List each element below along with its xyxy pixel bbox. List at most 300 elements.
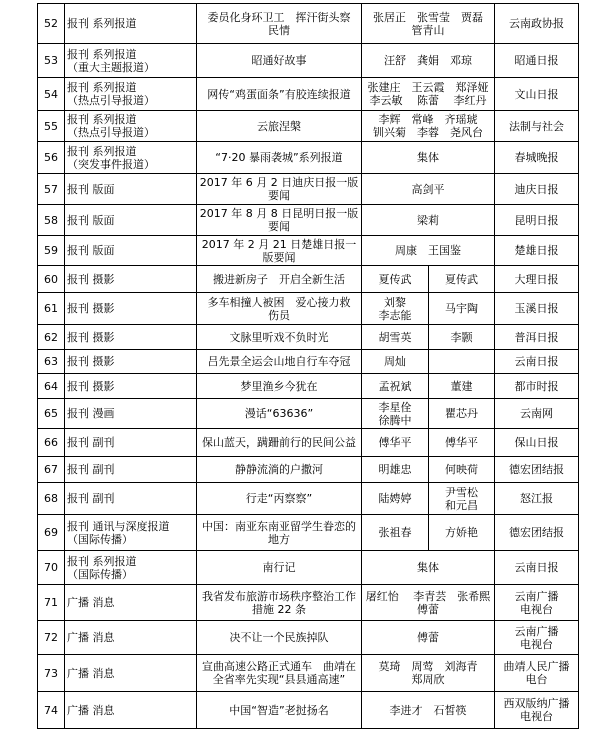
- category-line: 广播 消息: [67, 596, 115, 609]
- category-cell: [65, 429, 197, 457]
- category-cell: [65, 551, 197, 585]
- unit-cell: [495, 429, 579, 457]
- category-line: （突发事件报道）: [67, 157, 155, 171]
- author-line: 莫琦 周莺 刘海青: [378, 660, 478, 673]
- row-number: 60: [44, 272, 58, 286]
- category-cell: [65, 174, 197, 205]
- title-line: 我省发布旅游市场秩序整治工作: [202, 589, 356, 603]
- title-line: 2017 年 8 月 8 日昆明日报一版: [199, 207, 359, 220]
- author-line: 董建: [450, 379, 473, 393]
- category-cell: [65, 399, 197, 429]
- row-number: 61: [44, 302, 58, 315]
- unit-line: 云南政协报: [509, 17, 564, 30]
- row-number: 53: [44, 54, 58, 67]
- author-line: 孟祝斌: [378, 379, 412, 393]
- author-line: 张建庄 王云霞 郑泽娅: [367, 81, 489, 94]
- table-row: [38, 621, 579, 655]
- title-line: 2017 年 6 月 2 日迪庆日报一版: [199, 176, 359, 189]
- row-number-cell: [38, 483, 65, 515]
- author-cell: [362, 205, 495, 236]
- title-cell: [197, 205, 362, 236]
- title-line: 伤员: [268, 308, 290, 322]
- row-number-cell: [38, 551, 65, 585]
- unit-cell: [495, 4, 579, 44]
- category-line: 广播 消息: [67, 703, 115, 717]
- author-cell-left: [362, 266, 429, 293]
- category-line: 报刊 版面: [67, 244, 115, 257]
- author-line: 方娇艳: [445, 526, 478, 539]
- author-cell-right: [429, 325, 495, 350]
- author-line: 集体: [417, 151, 439, 164]
- title-line: 措施 22 条: [252, 602, 306, 616]
- category-line: 报刊 摄影: [67, 379, 115, 393]
- row-number: 59: [44, 244, 58, 257]
- category-line: 报刊 通讯与深度报道: [67, 519, 170, 533]
- title-cell: [197, 325, 362, 350]
- author-cell-right: [429, 266, 495, 293]
- author-cell: [362, 585, 495, 621]
- category-cell: [65, 78, 197, 111]
- unit-line: 大理日报: [514, 272, 559, 286]
- author-line: 梁莉: [417, 213, 439, 227]
- author-line: 李颢: [450, 330, 473, 344]
- unit-cell: [495, 399, 579, 429]
- author-cell: [362, 655, 495, 692]
- category-cell: [65, 142, 197, 174]
- title-line: 委员化身环卫工 挥汗街头察: [207, 10, 351, 24]
- author-line: 马宇陶: [445, 302, 478, 315]
- table-row: [38, 236, 579, 266]
- category-line: 报刊 系列报道: [67, 144, 137, 158]
- row-number: 71: [44, 596, 58, 609]
- title-line: 地方: [268, 532, 290, 546]
- author-line: 傅蕾: [417, 631, 439, 644]
- author-line: 刘黎: [384, 295, 406, 309]
- category-line: 报刊 摄影: [67, 330, 115, 344]
- title-cell: [197, 515, 362, 551]
- row-number-cell: [38, 655, 65, 692]
- unit-line: 春城晚报: [514, 151, 559, 164]
- author-cell-left: [362, 374, 429, 399]
- category-cell: [65, 374, 197, 399]
- unit-line: 电视台: [520, 602, 553, 616]
- title-line: 中国“智造”老挝扬名: [229, 703, 329, 717]
- row-number: 64: [44, 379, 58, 393]
- category-line: （国际传播）: [67, 532, 133, 546]
- unit-cell: [495, 111, 579, 142]
- author-cell: [362, 142, 495, 174]
- author-line: 管青山: [411, 23, 445, 37]
- author-cell: [362, 78, 495, 111]
- author-line: 周灿: [384, 355, 406, 368]
- author-line: 徐腾中: [378, 413, 412, 427]
- unit-line: 都市时报: [514, 379, 559, 393]
- title-cell: [197, 429, 362, 457]
- row-number: 73: [44, 666, 58, 680]
- category-line: 报刊 副刊: [67, 436, 115, 449]
- row-number-cell: [38, 515, 65, 551]
- category-cell: [65, 483, 197, 515]
- unit-cell: [495, 266, 579, 293]
- author-cell: [362, 621, 495, 655]
- author-line: 李星佺: [378, 400, 412, 414]
- table-row: [38, 142, 579, 174]
- author-cell: [362, 174, 495, 205]
- unit-line: 保山日报: [514, 436, 559, 449]
- title-cell: [197, 399, 362, 429]
- category-line: 报刊 系列报道: [67, 113, 137, 126]
- table-row: [38, 78, 579, 111]
- author-cell: [362, 551, 495, 585]
- author-line: 李进才 石皙筷: [389, 703, 467, 717]
- row-number-cell: [38, 266, 65, 293]
- unit-cell: [495, 483, 579, 515]
- title-cell: [197, 44, 362, 78]
- title-line: 云旅涅槃: [257, 119, 301, 133]
- author-line: 陆娉婷: [378, 492, 412, 505]
- unit-line: 法制与社会: [509, 119, 564, 133]
- category-cell: [65, 236, 197, 266]
- unit-line: 楚雄日报: [514, 244, 559, 257]
- author-line: 汪舒 龚娟 邓琼: [384, 54, 472, 67]
- row-number-cell: [38, 399, 65, 429]
- unit-line: 云南日报: [514, 561, 559, 574]
- unit-cell: [495, 692, 579, 729]
- row-number: 54: [44, 87, 58, 101]
- author-cell: [362, 111, 495, 142]
- unit-line: 德宏团结报: [509, 526, 564, 539]
- category-line: 报刊 摄影: [67, 302, 115, 315]
- table-row: [38, 44, 579, 78]
- author-line: 李志能: [378, 308, 412, 322]
- author-cell-left: [362, 350, 429, 374]
- title-line: 行走“丙察察”: [245, 492, 313, 505]
- table-row: [38, 429, 579, 457]
- author-line: 张祖春: [378, 526, 412, 539]
- row-number-cell: [38, 585, 65, 621]
- unit-cell: [495, 44, 579, 78]
- table-row: [38, 585, 579, 621]
- unit-cell: [495, 515, 579, 551]
- row-number: 72: [44, 631, 58, 644]
- unit-cell: [495, 551, 579, 585]
- row-number: 66: [44, 436, 58, 449]
- title-cell: [197, 266, 362, 293]
- row-number: 58: [44, 213, 58, 227]
- author-cell-right: [429, 429, 495, 457]
- author-line: 夏传武: [445, 272, 478, 286]
- row-number-cell: [38, 325, 65, 350]
- title-line: 搬进新房子 开启全新生活: [213, 272, 345, 286]
- category-line: 报刊 摄影: [67, 272, 115, 286]
- title-line: “7·20 暴雨袭城”系列报道: [215, 151, 343, 164]
- title-line: 网传“鸡蛋面条”有胶连续报道: [207, 87, 351, 101]
- author-line: 钏兴菊 李蓉 尧风台: [373, 126, 483, 139]
- title-line: 静静流淌的户撒河: [235, 463, 323, 476]
- unit-cell: [495, 585, 579, 621]
- unit-cell: [495, 374, 579, 399]
- title-line: 决不让一个民族掉队: [229, 631, 329, 644]
- category-cell: [65, 655, 197, 692]
- category-line: 报刊 系列报道: [67, 81, 137, 94]
- unit-cell: [495, 174, 579, 205]
- title-cell: [197, 551, 362, 585]
- author-line: 周康 王国鉴: [395, 244, 461, 257]
- unit-line: 昭通日报: [514, 54, 559, 67]
- unit-line: 云南广播: [514, 589, 559, 603]
- row-number-cell: [38, 350, 65, 374]
- table-row: [38, 515, 579, 551]
- author-line: 张居正 张雪莹 贾磊: [373, 10, 483, 24]
- title-line: 全省率先实现“县县通高速”: [212, 673, 346, 686]
- title-cell: [197, 457, 362, 483]
- title-cell: [197, 655, 362, 692]
- title-cell: [197, 350, 362, 374]
- table-row: [38, 325, 579, 350]
- author-line: 尹雪松: [445, 485, 478, 499]
- author-line: 高剑平: [411, 182, 445, 196]
- author-cell: [362, 692, 495, 729]
- unit-cell: [495, 325, 579, 350]
- unit-line: 普洱日报: [514, 330, 559, 344]
- unit-cell: [495, 621, 579, 655]
- row-number-cell: [38, 78, 65, 111]
- row-number: 63: [44, 355, 58, 368]
- author-line: 集体: [417, 561, 439, 574]
- author-line: 李辉 常峰 齐瑶琥: [378, 113, 478, 126]
- category-line: 报刊 版面: [67, 213, 115, 227]
- title-line: 要闻: [268, 220, 290, 233]
- category-cell: [65, 44, 197, 78]
- table-row: [38, 174, 579, 205]
- row-number-cell: [38, 44, 65, 78]
- author-line: 李云敏 陈蕾 李红丹: [369, 94, 487, 107]
- unit-line: 西双版纳广播: [503, 697, 570, 710]
- author-line: 和元昌: [445, 498, 478, 512]
- unit-line: 德宏团结报: [509, 463, 564, 476]
- row-number: 70: [44, 561, 58, 574]
- author-line: 何映荷: [445, 463, 478, 476]
- unit-line: 曲靖人民广播: [503, 660, 570, 673]
- category-cell: [65, 692, 197, 729]
- category-line: （国际传播）: [67, 567, 133, 581]
- title-cell: [197, 692, 362, 729]
- title-line: 宣曲高速公路正式通车 曲靖在: [202, 660, 356, 673]
- row-number-cell: [38, 174, 65, 205]
- unit-line: 电台: [525, 673, 548, 686]
- unit-cell: [495, 236, 579, 266]
- table-row: [38, 111, 579, 142]
- category-cell: [65, 4, 197, 44]
- author-line: 傅华平: [445, 436, 478, 449]
- author-cell: [362, 4, 495, 44]
- unit-line: 玉溪日报: [514, 302, 559, 315]
- row-number-cell: [38, 374, 65, 399]
- category-line: （热点引导报道）: [67, 94, 155, 107]
- category-line: 报刊 副刊: [67, 492, 115, 505]
- author-line: 傅华平: [378, 436, 412, 449]
- title-line: 多车相撞人被困 爱心接力救: [207, 295, 351, 309]
- author-cell-left: [362, 293, 429, 325]
- row-number: 56: [44, 151, 58, 164]
- row-number: 57: [44, 182, 58, 196]
- title-line: 要闻: [268, 189, 290, 202]
- table-row: [38, 483, 579, 515]
- category-line: 报刊 系列报道: [67, 47, 137, 61]
- author-line: 屠红怡 李青芸 张希熙: [365, 589, 491, 603]
- unit-line: 文山日报: [514, 87, 559, 101]
- category-line: 报刊 版面: [67, 182, 115, 196]
- category-line: 报刊 系列报道: [67, 554, 137, 568]
- author-cell-right: [429, 483, 495, 515]
- category-line: 广播 消息: [67, 631, 115, 644]
- title-cell: [197, 174, 362, 205]
- title-line: 保山蓝天，蹒跚前行的民间公益: [202, 436, 356, 449]
- row-number: 68: [44, 492, 58, 505]
- author-line: 瞿芯丹: [445, 407, 478, 420]
- category-line: 报刊 漫画: [67, 407, 115, 420]
- author-cell-right: [429, 515, 495, 551]
- title-line: 文脉里听戏不负时光: [229, 330, 329, 344]
- row-number: 52: [44, 17, 58, 30]
- title-line: 漫话“63636”: [244, 407, 314, 420]
- category-cell: [65, 585, 197, 621]
- unit-line: 电视台: [520, 710, 553, 723]
- title-line: 吕先景全运会山地自行车夺冠: [207, 355, 351, 368]
- author-line: 明雄忠: [378, 463, 412, 476]
- row-number: 69: [44, 526, 58, 539]
- table-row: [38, 551, 579, 585]
- unit-cell: [495, 205, 579, 236]
- unit-cell: [495, 457, 579, 483]
- category-cell: [65, 515, 197, 551]
- row-number-cell: [38, 142, 65, 174]
- table-row: [38, 4, 579, 44]
- author-line: 胡雪英: [378, 330, 412, 344]
- row-number-cell: [38, 236, 65, 266]
- table-row: [38, 293, 579, 325]
- unit-line: 云南广播: [514, 624, 559, 638]
- table-row: [38, 374, 579, 399]
- unit-cell: [495, 142, 579, 174]
- title-line: 中国：南亚东南亚留学生眷恋的: [202, 519, 356, 533]
- author-line: 傅蕾: [417, 602, 439, 616]
- author-line: 夏传武: [378, 272, 412, 286]
- author-cell-left: [362, 483, 429, 515]
- title-cell: [197, 4, 362, 44]
- title-cell: [197, 374, 362, 399]
- unit-cell: [495, 350, 579, 374]
- author-cell-right: [429, 350, 495, 374]
- author-cell-left: [362, 515, 429, 551]
- row-number: 65: [44, 407, 58, 420]
- category-line: （重大主题报道）: [67, 60, 155, 74]
- title-line: 版要闻: [262, 250, 296, 264]
- unit-line: 迪庆日报: [514, 182, 559, 196]
- category-cell: [65, 457, 197, 483]
- row-number: 67: [44, 463, 58, 476]
- table-row: [38, 692, 579, 729]
- category-line: 广播 消息: [67, 666, 115, 680]
- table-row: [38, 350, 579, 374]
- row-number-cell: [38, 692, 65, 729]
- author-cell: [362, 44, 495, 78]
- category-line: （热点引导报道）: [67, 126, 155, 139]
- category-cell: [65, 111, 197, 142]
- row-number: 55: [44, 119, 58, 133]
- title-line: 民情: [268, 23, 290, 37]
- unit-cell: [495, 293, 579, 325]
- unit-cell: [495, 655, 579, 692]
- author-cell: [362, 236, 495, 266]
- category-cell: [65, 205, 197, 236]
- award-list-table: [37, 3, 579, 729]
- table-row: [38, 266, 579, 293]
- author-cell-right: [429, 399, 495, 429]
- unit-line: 昆明日报: [514, 213, 559, 227]
- author-cell-left: [362, 325, 429, 350]
- title-cell: [197, 236, 362, 266]
- row-number-cell: [38, 4, 65, 44]
- title-line: 南行记: [262, 561, 296, 574]
- author-cell-right: [429, 457, 495, 483]
- row-number-cell: [38, 457, 65, 483]
- row-number-cell: [38, 621, 65, 655]
- author-cell-left: [362, 429, 429, 457]
- title-cell: [197, 483, 362, 515]
- row-number: 74: [44, 703, 58, 717]
- title-cell: [197, 78, 362, 111]
- author-cell-right: [429, 293, 495, 325]
- unit-line: 云南网: [520, 407, 553, 420]
- author-cell-right: [429, 374, 495, 399]
- category-cell: [65, 293, 197, 325]
- author-cell-left: [362, 457, 429, 483]
- title-cell: [197, 585, 362, 621]
- unit-line: 电视台: [520, 637, 553, 651]
- row-number-cell: [38, 111, 65, 142]
- category-line: 报刊 副刊: [67, 463, 115, 476]
- category-cell: [65, 621, 197, 655]
- author-line: 郑周欣: [411, 673, 445, 686]
- row-number: 62: [44, 330, 58, 344]
- title-line: 梦里渔乡今犹在: [240, 379, 318, 393]
- award-list-body: [38, 4, 579, 729]
- category-line: 报刊 系列报道: [67, 17, 137, 30]
- table-row: [38, 205, 579, 236]
- unit-line: 云南日报: [514, 355, 559, 368]
- title-cell: [197, 621, 362, 655]
- title-cell: [197, 293, 362, 325]
- row-number-cell: [38, 293, 65, 325]
- author-cell-left: [362, 399, 429, 429]
- table-row: [38, 399, 579, 429]
- category-cell: [65, 350, 197, 374]
- row-number-cell: [38, 429, 65, 457]
- row-number-cell: [38, 205, 65, 236]
- title-line: 昭通好故事: [251, 54, 307, 67]
- title-cell: [197, 111, 362, 142]
- category-line: 报刊 摄影: [67, 355, 115, 368]
- table-row: [38, 655, 579, 692]
- unit-cell: [495, 78, 579, 111]
- unit-line: 怒江报: [520, 492, 553, 505]
- category-cell: [65, 325, 197, 350]
- title-line: 2017 年 2 月 21 日楚雄日报一: [201, 237, 357, 251]
- category-cell: [65, 266, 197, 293]
- title-cell: [197, 142, 362, 174]
- table-row: [38, 457, 579, 483]
